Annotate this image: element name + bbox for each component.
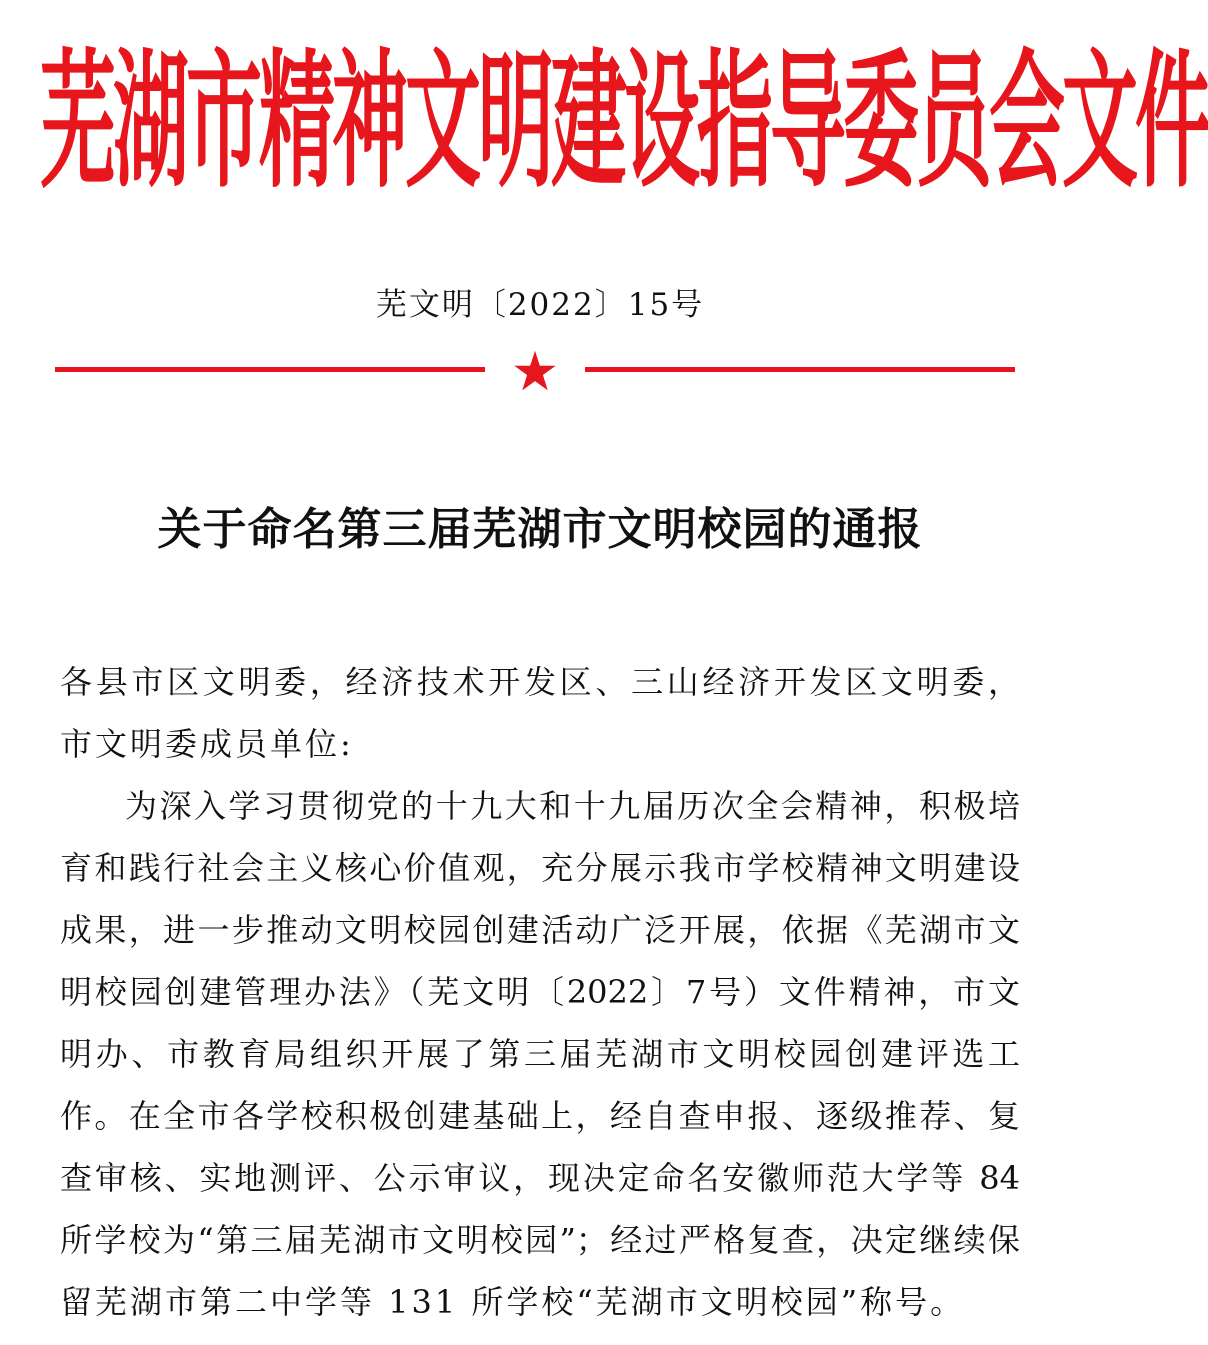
document-number: 芜文明〔2022〕15号 — [375, 287, 705, 323]
body-line: 各县市区文明委，经济技术开发区、三山经济开发区文明委， — [60, 663, 1020, 701]
body-line: 成果，进一步推动文明校园创建活动广泛开展，依据《芜湖市文 — [60, 911, 1020, 949]
document-issuer-header: 芜湖市精神文明建设指导委员会文件 — [40, 34, 1208, 208]
star-icon — [513, 349, 557, 393]
red-divider-right — [585, 367, 1015, 372]
body-line: 育和践行社会主义核心价值观，充分展示我市学校精神文明建设 — [60, 849, 1020, 887]
body-line: 留芜湖市第二中学等 131 所学校“芜湖市文明校园”称号。 — [60, 1283, 966, 1321]
body-line: 为深入学习贯彻党的十九大和十九届历次全会精神，积极培 — [125, 787, 1020, 825]
body-line: 作。在全市各学校积极创建基础上，经自查申报、逐级推荐、复 — [60, 1097, 1020, 1135]
red-divider-left — [55, 367, 485, 372]
body-line: 明校园创建管理办法》（芜文明〔2022〕7号）文件精神，市文 — [60, 973, 1020, 1011]
notice-title: 关于命名第三届芜湖市文明校园的通报 — [157, 504, 923, 555]
body-line: 明办、市教育局组织开展了第三届芜湖市文明校园创建评选工 — [60, 1035, 1020, 1073]
body-line: 查审核、实地测评、公示审议，现决定命名安徽师范大学等 84 — [60, 1159, 1020, 1197]
body-line: 所学校为“第三届芜湖市文明校园”；经过严格复查，决定继续保 — [60, 1221, 1020, 1259]
body-line: 市文明委成员单位: — [60, 725, 354, 763]
